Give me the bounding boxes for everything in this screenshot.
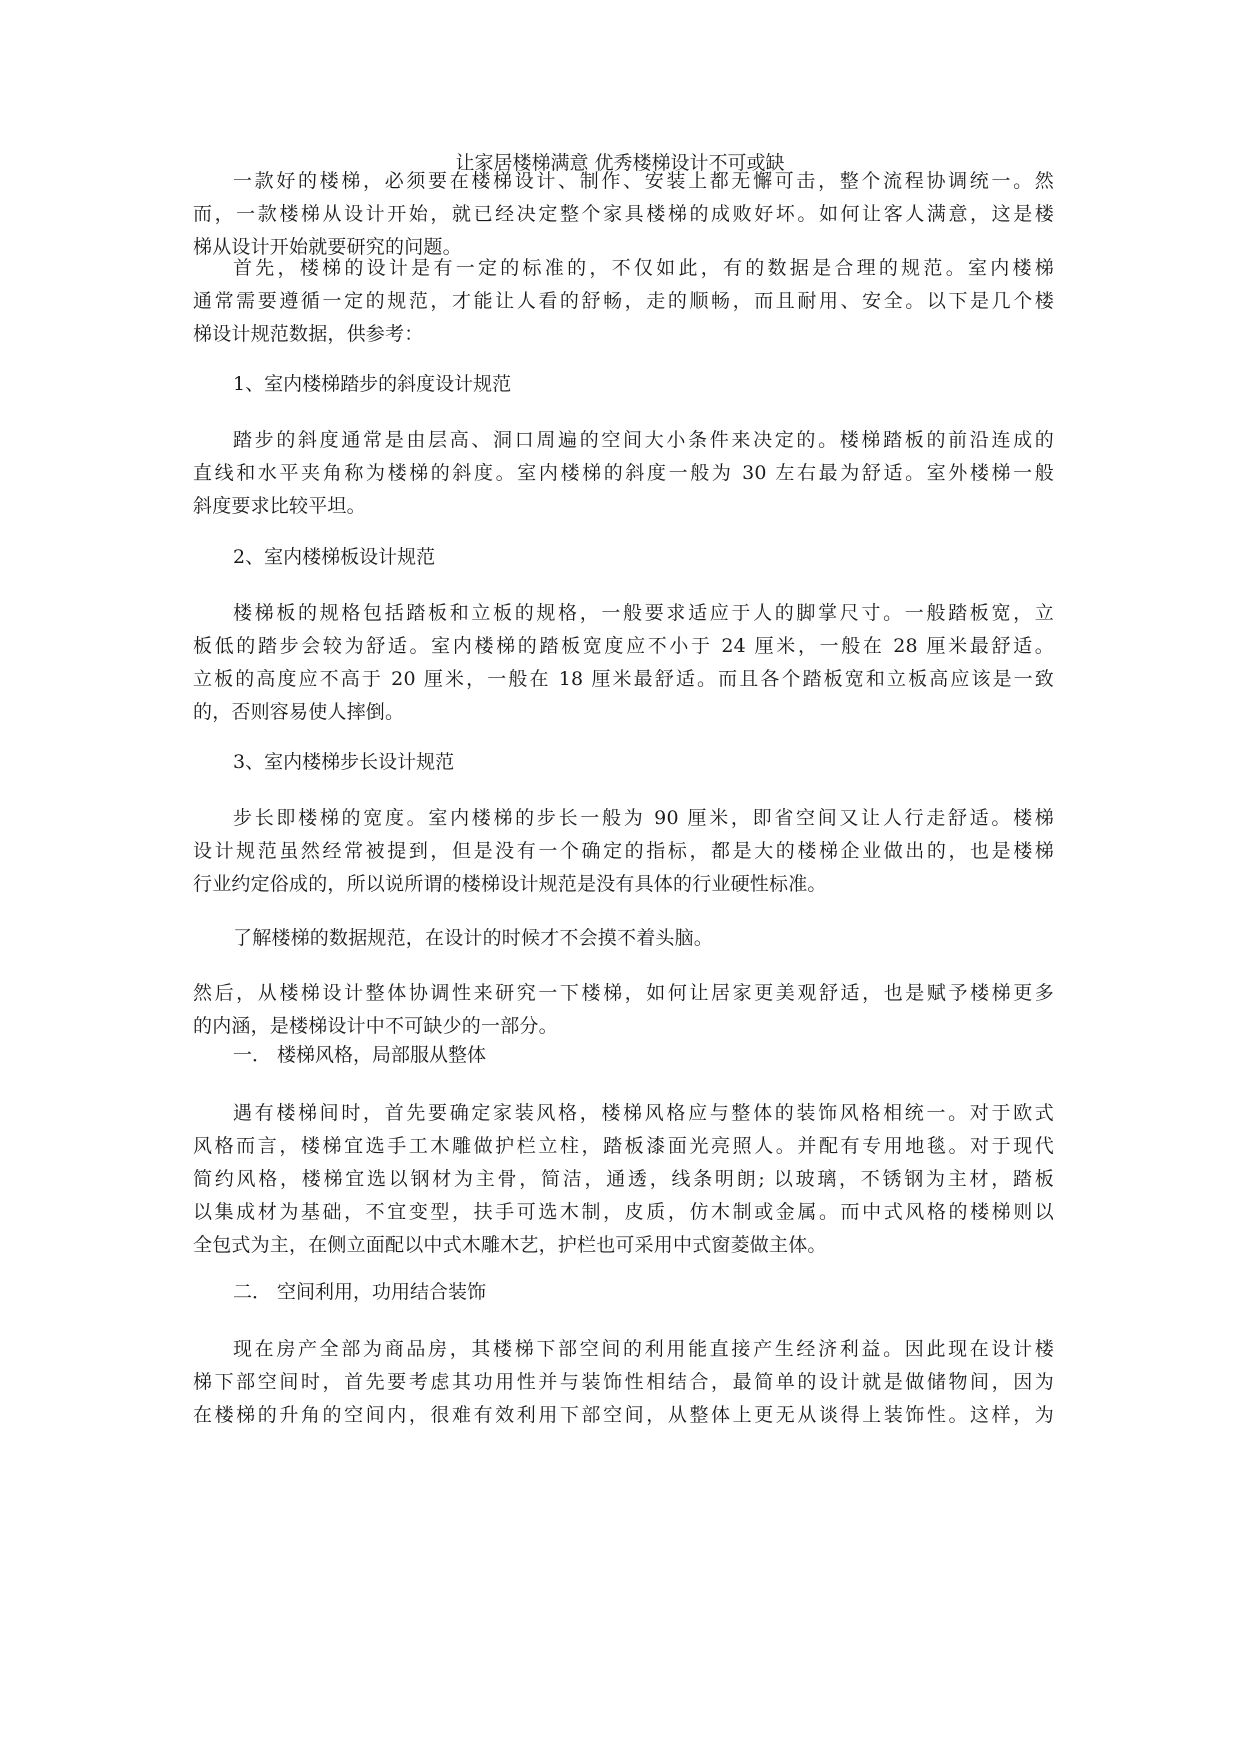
paragraph-line: 行业约定俗成的，所以说所谓的楼梯设计规范是没有具体的行业硬性标准。 — [193, 873, 827, 895]
paragraph-line: 全包式为主，在侧立面配以中式木雕木艺，护栏也可采用中式窗菱做主体。 — [193, 1234, 827, 1256]
paragraph-intro — [193, 165, 1054, 264]
paragraph-line: 楼梯板的规格包括踏板和立板的规格，一般要求适应于人的脚掌尺寸。一般踏板宽，立 — [233, 602, 1054, 624]
paragraph-line: 设计规范虽然经常被提到，但是没有一个确定的指标，都是大的楼梯企业做出的，也是楼梯 — [193, 840, 1054, 862]
section-heading-step-length: 3、室内楼梯步长设计规范 — [233, 751, 455, 773]
paragraph-line: 步长即楼梯的宽度。室内楼梯的步长一般为 90 厘米，即省空间又让人行走舒适。楼梯 — [233, 807, 1054, 829]
paragraph-line: 梯从设计开始就要研究的问题。 — [193, 236, 462, 258]
section-heading-slope: 1、室内楼梯踏步的斜度设计规范 — [233, 373, 512, 395]
paragraph-line: 梯设计规范数据，供参考： — [193, 323, 424, 345]
paragraph-line: 的，否则容易使人摔倒。 — [193, 701, 405, 723]
paragraph-line: 板低的踏步会较为舒适。室内楼梯的踏板宽度应不小于 24 厘米，一般在 28 厘米最舒适。 — [193, 635, 1054, 657]
paragraph-line: 简约风格，楼梯宜选以钢材为主骨，简洁，通透，线条明朗; 以玻璃，不锈钢为主材，踏板 — [193, 1168, 1054, 1190]
paragraph-standards — [193, 252, 1054, 351]
paragraph-line: 立板的高度应不高于 20 厘米，一般在 18 厘米最舒适。而且各个踏板宽和立板高应该是一致 — [193, 668, 1054, 690]
paragraph-board — [193, 597, 1054, 729]
paragraph-line: 风格而言，楼梯宜选手工木雕做护栏立柱，踏板漆面光亮照人。并配有专用地毯。对于现代 — [193, 1135, 1054, 1157]
paragraph-line: 而，一款楼梯从设计开始，就已经决定整个家具楼梯的成败好坏。如何让客人满意，这是楼 — [193, 203, 1054, 225]
paragraph-line: 遇有楼梯间时，首先要确定家装风格，楼梯风格应与整体的装饰风格相统一。对于欧式 — [233, 1102, 1054, 1124]
paragraph-space — [193, 1333, 1054, 1432]
paragraph-coordination — [193, 977, 1054, 1043]
paragraph-style — [193, 1097, 1054, 1262]
paragraph-line: 直线和水平夹角称为楼梯的斜度。室内楼梯的斜度一般为 30 左右最为舒适。室外楼梯一般 — [193, 462, 1054, 484]
paragraph-line: 首先，楼梯的设计是有一定的标准的，不仅如此，有的数据是合理的规范。室内楼梯 — [233, 257, 1054, 279]
paragraph-slope — [193, 424, 1054, 523]
section-heading-board: 2、室内楼梯板设计规范 — [233, 546, 436, 568]
paragraph-line: 梯下部空间时，首先要考虑其功用性并与装饰性相结合，最简单的设计就是做储物间，因为 — [193, 1371, 1054, 1393]
paragraph-line: 的内涵，是楼梯设计中不可缺少的一部分。 — [193, 1015, 558, 1037]
paragraph-line: 了解楼梯的数据规范，在设计的时候才不会摸不着头脑。 — [233, 927, 714, 949]
section-heading-space: 二． 空间利用，功用结合装饰 — [233, 1281, 487, 1303]
paragraph-step-length — [193, 802, 1054, 901]
document-title: 让家居楼梯满意 优秀楼梯设计不可或缺 — [455, 152, 785, 174]
paragraph-line: 一款好的楼梯，必须要在楼梯设计、制作、安装上都无懈可击，整个流程协调统一。然 — [233, 170, 1054, 192]
paragraph-line: 通常需要遵循一定的规范，才能让人看的舒畅，走的顺畅，而且耐用、安全。以下是几个楼 — [193, 290, 1054, 312]
paragraph-line: 然后，从楼梯设计整体协调性来研究一下楼梯，如何让居家更美观舒适，也是赋予楼梯更多 — [193, 982, 1054, 1004]
section-heading-style: 一． 楼梯风格，局部服从整体 — [233, 1044, 487, 1066]
paragraph-line: 斜度要求比较平坦。 — [193, 495, 366, 517]
paragraph-line: 在楼梯的升角的空间内，很难有效利用下部空间，从整体上更无从谈得上装饰性。这样，为 — [193, 1404, 1054, 1426]
paragraph-line: 踏步的斜度通常是由层高、洞口周遍的空间大小条件来决定的。楼梯踏板的前沿连成的 — [233, 429, 1054, 451]
paragraph-line: 现在房产全部为商品房，其楼梯下部空间的利用能直接产生经济利益。因此现在设计楼 — [233, 1338, 1054, 1360]
paragraph-line: 以集成材为基础，不宜变型，扶手可选木制，皮质，仿木制或金属。而中式风格的楼梯则以 — [193, 1201, 1054, 1223]
paragraph-summary — [193, 922, 1054, 955]
